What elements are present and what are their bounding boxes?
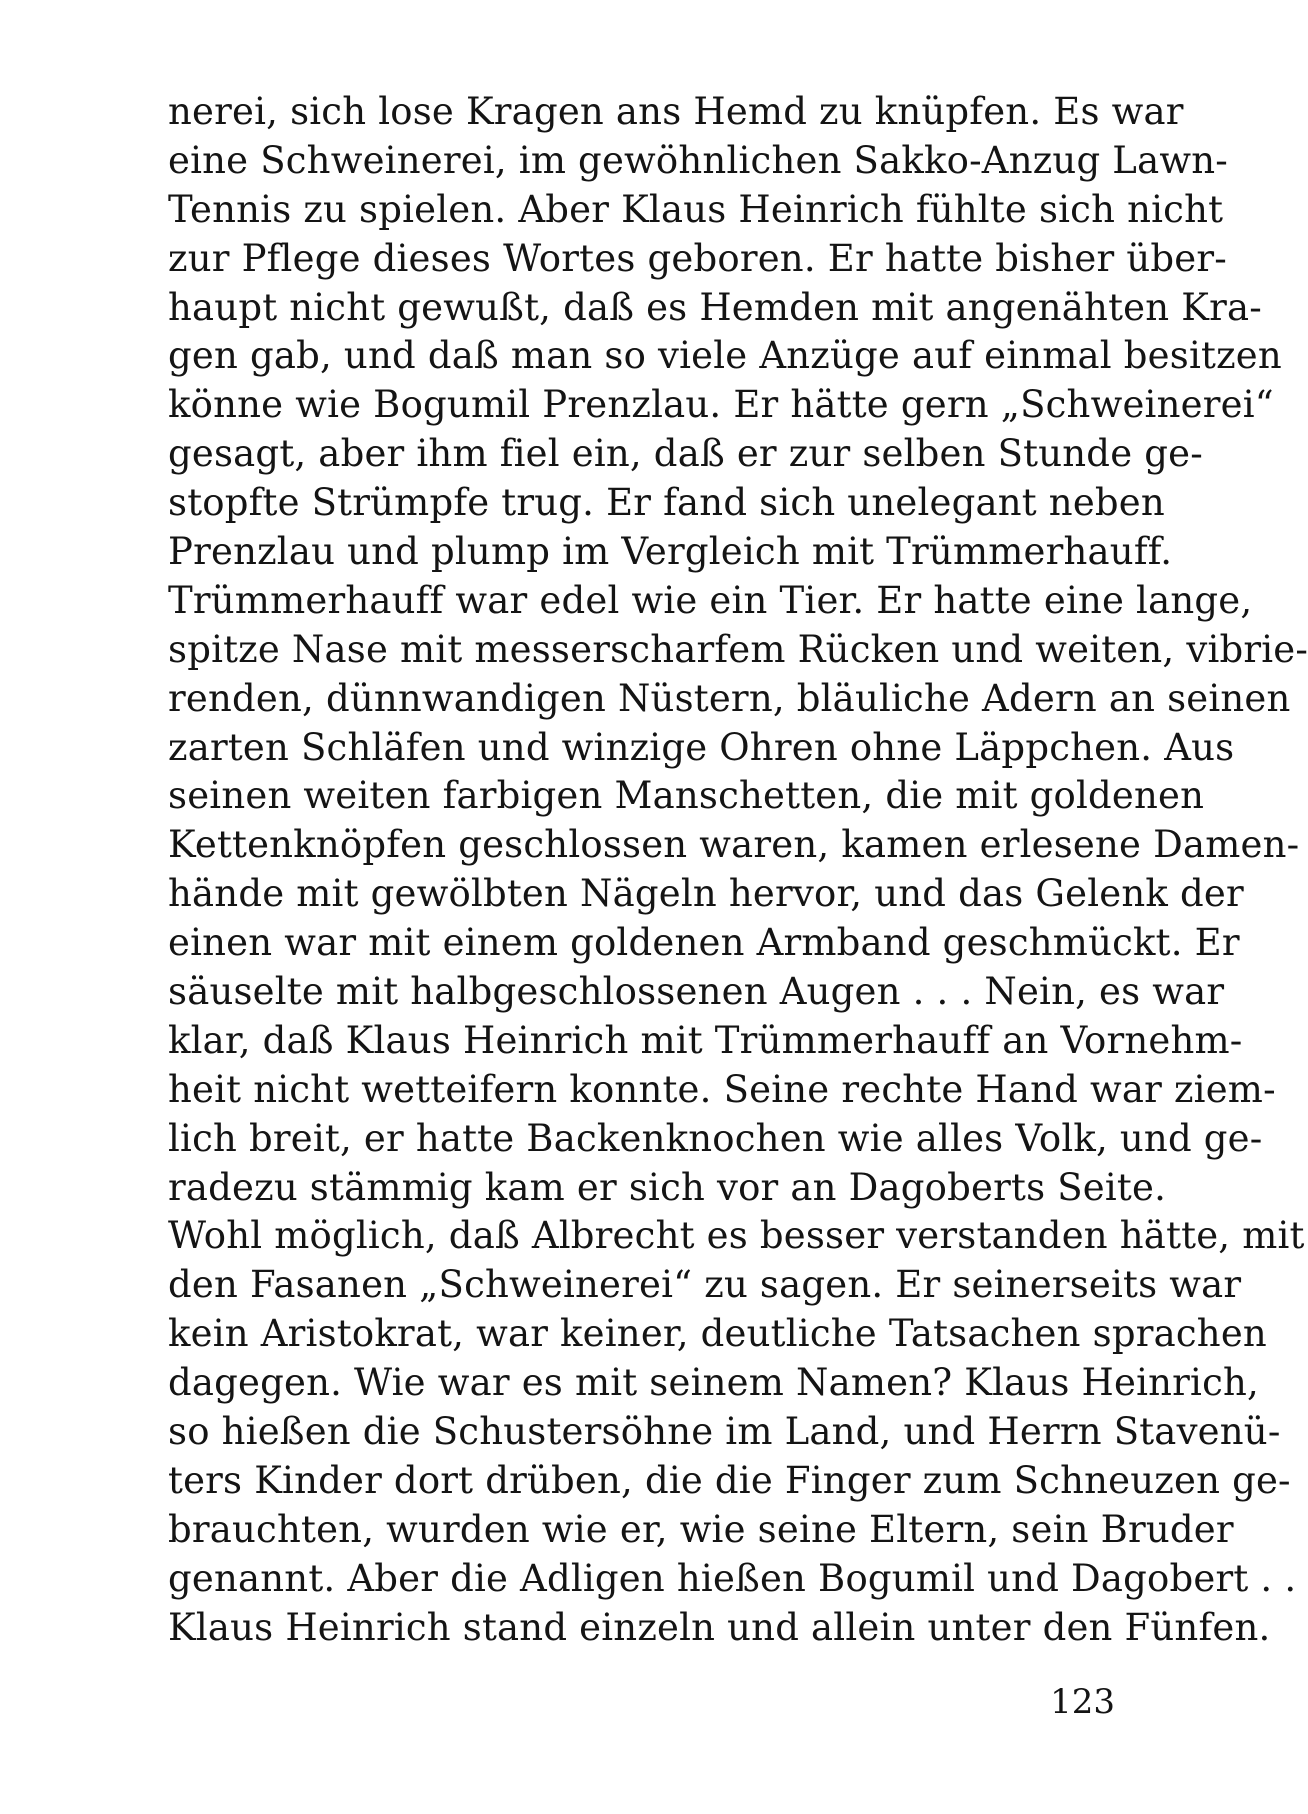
text-line: gen gab, und daß man so viele Anzüge auf einmal besitzen [168, 334, 1282, 378]
text-line: Trümmerhauff war edel wie ein Tier. Er hatte eine lange, [168, 578, 1253, 622]
text-line: dagegen. Wie war es mit seinem Namen? Klaus Heinrich, [168, 1361, 1260, 1405]
text-line: nerei, sich lose Kragen ans Hemd zu knüpfen. Es war [168, 90, 1184, 133]
text-line: säuselte mit halbgeschlossenen Augen . . . Nein, es war [168, 970, 1225, 1014]
text-line: genannt. Aber die Adligen hießen Bogumil und Dagobert . . [168, 1556, 1297, 1600]
text-line: eine Schweinerei, im gewöhnlichen Sakko-Anzug Lawn- [168, 138, 1228, 182]
text-line: lich breit, er hatte Backenknochen wie alles Volk, und ge- [168, 1116, 1263, 1160]
text-line: Wohl möglich, daß Albrecht es besser verstanden hätte, mit [168, 1214, 1305, 1258]
text-line: könne wie Bogumil Prenzlau. Er hätte gern „Schweinerei“ [168, 383, 1274, 427]
text-line: zur Pflege dieses Wortes geboren. Er hatte bisher über- [168, 236, 1227, 280]
text-line: den Fasanen „Schweinerei“ zu sagen. Er seinerseits war [168, 1263, 1242, 1307]
text-line: zarten Schläfen und winzige Ohren ohne Läppchen. Aus [168, 725, 1235, 769]
text-line: Tennis zu spielen. Aber Klaus Heinrich fühlte sich nicht [168, 187, 1224, 231]
text-line: ters Kinder dort drüben, die die Finger zum Schneuzen ge- [168, 1458, 1291, 1502]
page-number: 123 [1050, 1682, 1115, 1722]
text-line: kein Aristokrat, war keiner, deutliche Tatsachen sprachen [168, 1312, 1267, 1356]
body-text [168, 88, 1308, 1653]
text-line: heit nicht wetteifern konnte. Seine rechte Hand war ziem- [168, 1067, 1276, 1111]
text-line: seinen weiten farbigen Manschetten, die mit goldenen [168, 774, 1205, 818]
text-line: spitze Nase mit messerscharfem Rücken und weiten, vibrie- [168, 627, 1308, 671]
text-line: Prenzlau und plump im Vergleich mit Trümmerhauff. [168, 530, 1173, 574]
text-line: renden, dünnwandigen Nüstern, bläuliche Adern an seinen [168, 676, 1291, 720]
text-line: haupt nicht gewußt, daß es Hemden mit angenähten Kra- [168, 285, 1262, 329]
text-line: klar, daß Klaus Heinrich mit Trümmerhauff an Vornehm- [168, 1018, 1243, 1062]
text-line: radezu stämmig kam er sich vor an Dagoberts Seite. [168, 1165, 1167, 1209]
text-line: hände mit gewölbten Nägeln hervor, und das Gelenk der [168, 872, 1244, 916]
text-line: Klaus Heinrich stand einzeln und allein unter den Fünfen. [168, 1605, 1271, 1649]
text-line: stopfte Strümpfe trug. Er fand sich unelegant neben [168, 481, 1165, 525]
text-line: so hießen die Schustersöhne im Land, und Herrn Stavenü- [168, 1410, 1281, 1454]
text-line: brauchten, wurden wie er, wie seine Eltern, sein Bruder [168, 1507, 1234, 1551]
text-line: einen war mit einem goldenen Armband geschmückt. Er [168, 921, 1240, 965]
text-line: Kettenknöpfen geschlossen waren, kamen erlesene Damen- [168, 823, 1300, 867]
text-line: gesagt, aber ihm fiel ein, daß er zur selben Stunde ge- [168, 432, 1203, 476]
